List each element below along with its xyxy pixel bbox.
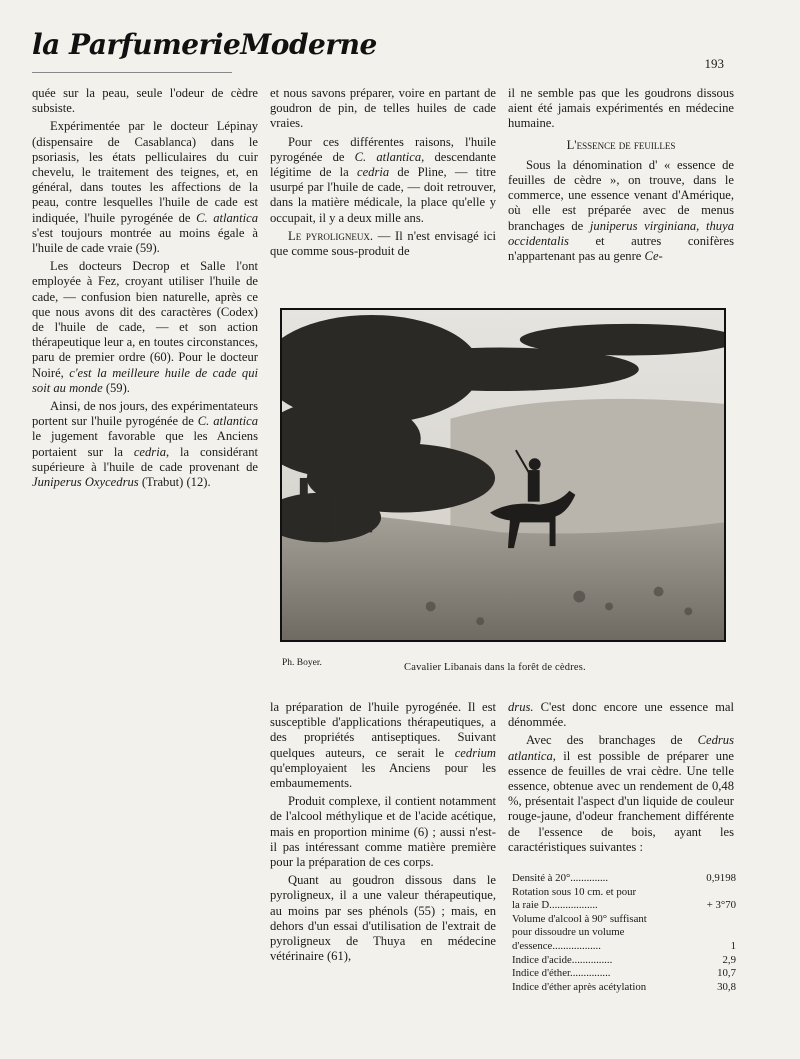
property-row [512,940,736,954]
text-column-2 [270,86,496,306]
photograph [280,308,726,642]
property-label: Indice d'éther............... [512,967,611,980]
property-label: Indice d'acide............... [512,953,613,966]
text-column-1 [32,86,258,1026]
page-number: 193 [704,56,724,71]
paragraph: Ainsi, de nos jours, des expérimentateurs portent sur l'huile pyrogénée de C. atlantica le jugement favorable que les Anciens portaient sur la cedria, la considérant supérieure à l'huile de cade provenant de Juniperus Oxycedrus (Trabut) (12). [32,399,258,490]
property-label: Rotation sous 10 cm. et pour [512,885,637,898]
paragraph: Sous la dénomination d' « essence de feuilles de cèdre », on trouve, dans le commerce, une essence venant d'Amérique, où elle est préparée avec de menus branchages de juniperus virginiana, thuya occidentalis et autres conifères n'appartenant pas au genre Ce- [508,157,734,264]
paragraph: Avec des branchages de Cedrus atlantica, il est possible de préparer une essence de feuilles de vrai cèdre. Une telle essence, obtenue avec un rendement de 0,48 %, présentait l'aspect d'un liquide de couleur rouge-jaune, d'odeur franchement différente de l'essence de bois, ayant les caractéristiques suivantes : [508,733,734,854]
property-label: la raie D.................. [512,899,598,912]
property-row [512,899,736,913]
cedar-forest-photo [282,310,724,640]
property-label: Densité à 20°.............. [512,872,609,884]
masthead: la ParfumerieModerne [32,28,377,61]
paragraph: Les docteurs Decrop et Salle l'ont employée à Fez, croyant utiliser l'huile de cade, — confusion bien naturelle, après ce que nous avons dit des caractères (Codex) de l'huile de cade, — et son action thérapeutique leur a, en toutes circonstances, paru de premier ordre (60). Pour le docteur Noiré, c'est la meilleure huile de cade qui soit au monde (59). [32,259,258,395]
property-row [512,954,736,968]
property-value: 2,9 [722,953,736,966]
property-row [512,967,736,981]
section-label: Le pyroligneux. [288,228,374,243]
property-row [512,981,736,995]
property-row [512,926,736,940]
property-value [698,886,736,900]
section-heading: L'essence de feuilles [566,137,676,152]
property-row [512,886,736,900]
property-value: 0,9198 [706,872,736,884]
paragraph: drus. C'est donc encore une essence mal dénommée. [508,700,734,730]
property-row [512,913,736,927]
property-label: d'essence.................. [512,939,601,952]
property-row [512,872,736,886]
properties-table [512,872,736,994]
property-label: pour dissoudre un volume [512,926,625,939]
paragraph: Quant au goudron dissous dans le pyroligneux, il a une valeur thérapeutique, au moins par ses phénols (55) ; mais, en dehors d'un essai d'utilisation de l'extrait de pyroligneux de Thuya en médecine vétérinaire (61), [270,873,496,964]
paragraph: il ne semble pas que les goudrons dissous aient été jamais expérimentés en médecine humaine. [508,86,734,131]
paragraph: Le pyroligneux. — Il n'est envisagé ici que comme sous-produit de [270,228,496,259]
paragraph: et nous savons préparer, voire en partant de goudron de pin, de telles huiles de cade vraies. [270,86,496,131]
paragraph: Produit complexe, il contient notamment de l'alcool méthylique et de l'acide acétique, mais en proportion minime (6) ; aussi n'est-il pas intéressant comme matière première pour la préparation de ces corps. [270,794,496,870]
property-value: 1 [730,939,736,952]
text-column-3 [508,86,734,306]
property-label: Indice d'éther après acétylation [512,980,647,993]
property-label: Volume d'alcool à 90° suffisant [512,912,647,925]
text-column-4 [270,700,496,1030]
text-column-5 [508,700,734,870]
property-value [698,926,736,940]
property-value: 30,8 [717,980,736,993]
property-value [698,913,736,927]
masthead-rule [32,72,232,73]
photo-credit: Ph. Boyer. [282,658,322,668]
paragraph: quée sur la peau, seule l'odeur de cèdre subsiste. [32,86,258,116]
paragraph: Expérimentée par le docteur Lépinay (dispensaire de Casablanca) dans le psoriasis, les états pelliculaires du cuir chevelu, le traitement des teignes, et, en général, dans toutes les affections de la peau, contre lesquelles l'huile de cade est indiquée, l'huile pyrogénée de C. atlantica s'est toujours montrée au moins égale à l'huile de cade vraie (59). [32,119,258,256]
photo-caption: Cavalier Libanais dans la forêt de cèdres. [404,662,586,673]
paragraph: la préparation de l'huile pyrogénée. Il est susceptible d'applications thérapeutiques, a des propriétés antiseptiques. Suivant quelques auteurs, ce serait le cedrium qu'employaient les Anciens pour les embaumements. [270,700,496,791]
property-value: + 3°70 [706,899,736,912]
property-value: 10,7 [717,967,736,980]
paragraph: Pour ces différentes raisons, l'huile pyrogénée de C. atlantica, descendante légitime de la cedria de Pline, — titre usurpé par l'huile de cade, — doit retrouver, dans la matière médicale, la place qu'elle y occupait, il y a deux mille ans. [270,134,496,225]
